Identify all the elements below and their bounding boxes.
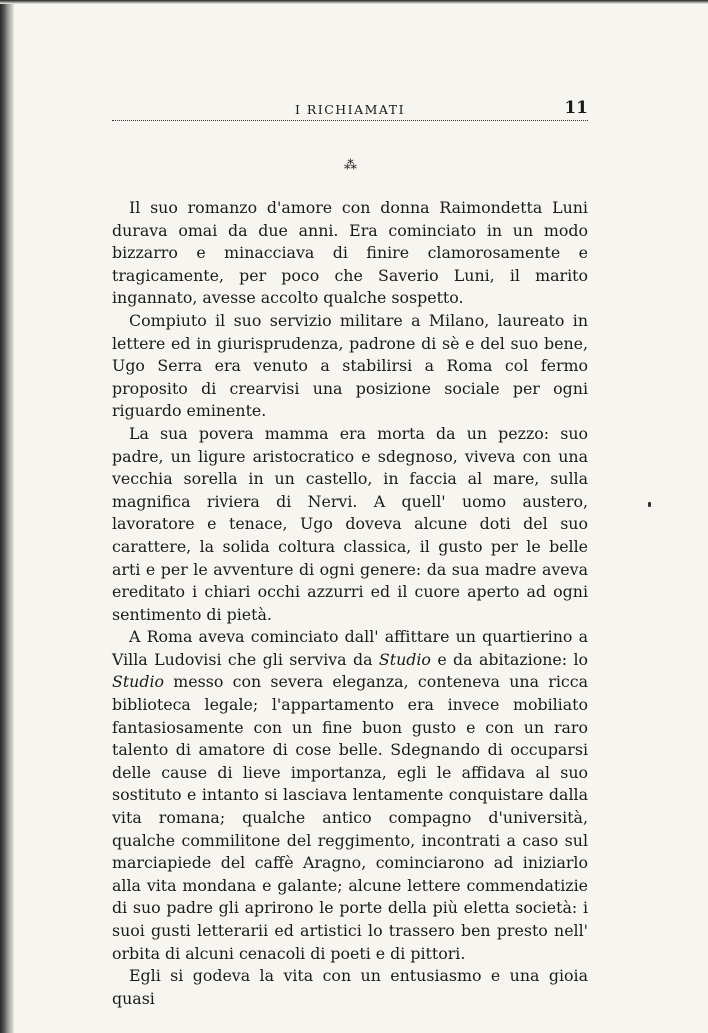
asterism-ornament: ⁂ (344, 158, 356, 173)
paragraph-2: Compiuto il suo servizio militare a Milano, laureato in lettere ed in giurisprudenza, padrone di sè e del suo bene, Ugo Serra era venuto a stabilirsi a Roma col fermo proposito di crearvisi una posizione sociale per ogni riguardo eminente. (112, 310, 588, 421)
running-header (112, 96, 588, 121)
running-title: I RICHIAMATI (294, 102, 406, 117)
body-text (112, 197, 588, 1010)
paragraph-4-text-b: e da abitazione: lo (430, 649, 589, 669)
scan-top-edge (0, 0, 708, 4)
ink-speck (648, 502, 651, 507)
paragraph-4-text-a: A Roma aveva cominciato dall' affittare un quartierino a Villa Ludovisi che gli serviva da (112, 627, 588, 669)
scan-shadow-edge (0, 0, 14, 1033)
paragraph-5-continued: Egli si godeva la vita con un entusiasmo e una gioia quasi (112, 966, 588, 1008)
paragraph-4-text-c: messo con severa eleganza, conteneva una ricca biblioteca legale; l'appartamento era invece mobiliato fantasiosamente con un fine buon gusto e con un raro talento di amatore di cose belle. Sdegnando di occuparsi delle cause di lieve importanza, egli le affidava al suo sostituto e intanto si lasciava lentamente conquistare dalla vita romana; qualche antico compagno d'università, qualche commilitone del reggimento, incontrati a caso sul marciapiede del caffè Aragno, cominciarono ad iniziarlo alla vita mondana e galante; alcune lettere commendatizie di suo padre gli aprirono le porte della più eletta società: i suoi gusti letterarii ed artistici lo trassero ben presto nell' orbita di alcuni cenacoli di poeti e di pittori. (112, 672, 588, 963)
paragraph-1: Il suo romanzo d'amore con donna Raimondetta Luni durava omai da due anni. Era cominciato in un modo bizzarro e minacciava di finire clamorosamente e tragicamente, per poco che Saverio Luni, il marito ingannato, avesse accolto qualche sospetto. (112, 198, 588, 308)
paragraph-4 (112, 626, 588, 965)
book-page (112, 96, 588, 1010)
paragraph-4-italic-studio-1: Studio (378, 649, 431, 669)
paragraph-4-italic-studio-2: Studio (112, 672, 165, 692)
paragraph-3: La sua povera mamma era morta da un pezzo: suo padre, un ligure aristocratico e sdegnoso, viveva con una vecchia sorella in un castello, in faccia al mare, sulla magnifica riviera di Nervi. A quell' uomo austero, lavoratore e tenace, Ugo doveva alcune doti del suo carattere, la solida coltura classica, il gusto per le belle arti e per le avventure di ogni genere: da sua madre aveva ereditato i chiari occhi azzurri ed il cuore aperto ad ogni sentimento di pietà. (112, 423, 588, 624)
page-number: 11 (564, 98, 588, 118)
